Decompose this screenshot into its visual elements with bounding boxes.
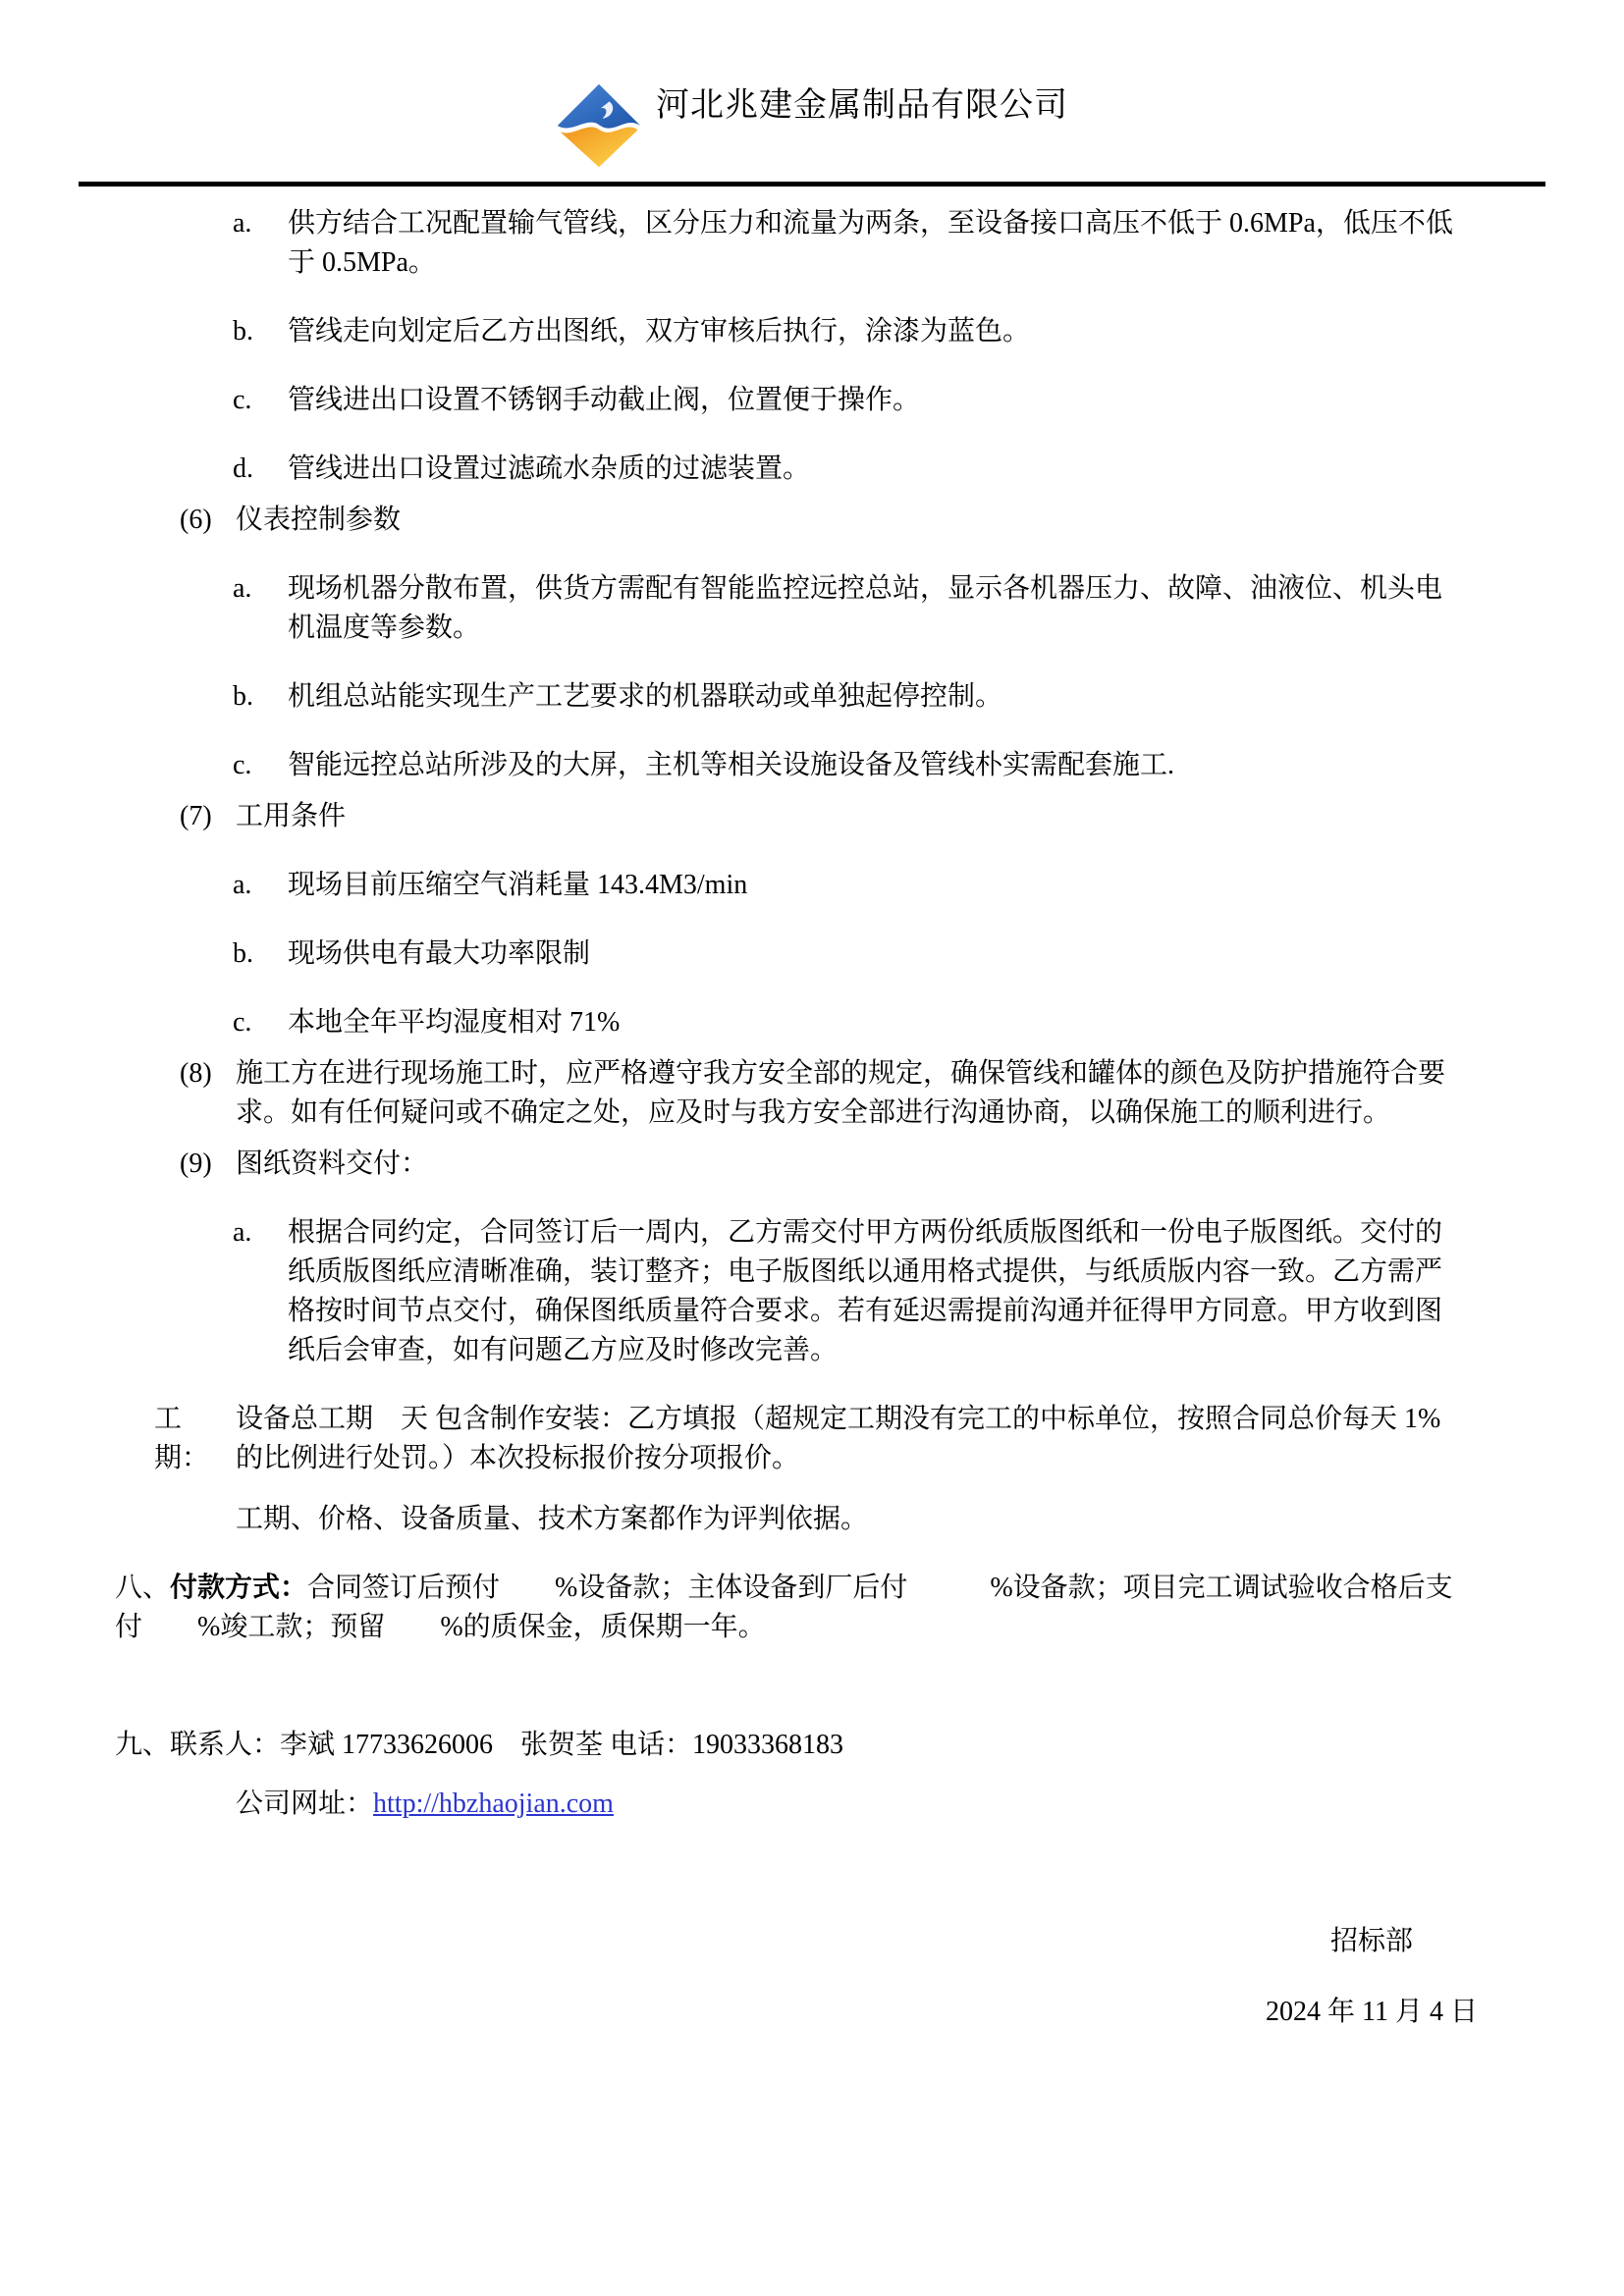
text-line: 管线走向划定后乙方出图纸，双方审核后执行，涂漆为蓝色。 xyxy=(288,316,1031,347)
list-marker: d. xyxy=(233,454,253,484)
list-marker: b. xyxy=(233,938,253,969)
list-text xyxy=(288,1213,1517,1370)
list-marker: a. xyxy=(233,1217,252,1248)
list-item-7b xyxy=(115,934,1517,974)
duration-label: 工期： xyxy=(154,1404,210,1473)
document-header xyxy=(79,0,1545,187)
text-line: 根据合同约定，合同签订后一周内，乙方需交付甲方两份纸质版图纸和一份电子版图纸。交付的 xyxy=(288,1217,1443,1248)
text-line: 现场供电有最大功率限制 xyxy=(288,938,591,969)
text-line xyxy=(115,1569,1517,1608)
list-marker: b. xyxy=(233,681,253,712)
list-item-a xyxy=(115,204,1517,283)
list-text xyxy=(288,934,1517,974)
text-line: 求。如有任何疑问或不确定之处，应及时与我方安全部进行沟通协商，以确保施工的顺利进行。 xyxy=(236,1097,1391,1128)
document-date: 2024 年 11 月 4 日 xyxy=(1266,1997,1478,2027)
company-name: 河北兆建金属制品有限公司 xyxy=(656,86,1068,124)
section-number: (8) xyxy=(180,1058,212,1089)
company-website-link[interactable]: http://hbzhaojian.com xyxy=(373,1789,614,1819)
section-title: 图纸资料交付： xyxy=(236,1148,429,1179)
text-line: 格按时间节点交付，确保图纸质量符合要求。若有延迟需提前沟通并征得甲方同意。甲方收到图 xyxy=(288,1296,1443,1326)
list-text xyxy=(288,204,1517,283)
text-line: 供方结合工况配置输气管线，区分压力和流量为两条，至设备接口高压不低于 0.6MPa，低压不低 xyxy=(288,208,1453,239)
list-item-6a xyxy=(115,569,1517,648)
company-logo-icon xyxy=(556,82,642,169)
list-marker: b. xyxy=(233,316,253,347)
text-line: 于 0.5MPa。 xyxy=(288,247,436,278)
contacts-line: 九、联系人：李斌 17733626006 张贺荃 电话：19033368183 xyxy=(115,1730,844,1760)
text-line: 管线进出口设置过滤疏水杂质的过滤装置。 xyxy=(288,454,811,484)
payment-label: 付款方式： xyxy=(170,1573,308,1603)
section-number: (7) xyxy=(180,801,212,831)
website-label: 公司网址： xyxy=(236,1789,374,1819)
text-line: 纸质版图纸应清晰准确，装订整齐；电子版图纸以通用格式提供，与纸质版内容一致。乙方需严 xyxy=(288,1256,1443,1287)
signature-block xyxy=(1210,1922,1534,2032)
section-title: 仪表控制参数 xyxy=(236,505,402,535)
list-item-c xyxy=(115,381,1517,420)
list-marker: a. xyxy=(233,208,252,239)
list-item-b xyxy=(115,312,1517,351)
department-name: 招标部 xyxy=(1329,1926,1413,1956)
list-text xyxy=(288,381,1517,420)
list-text xyxy=(288,866,1517,905)
payment-paragraph xyxy=(115,1569,1517,1647)
text-line: 现场目前压缩空气消耗量 143.4M3/min xyxy=(288,870,748,900)
list-item-6b xyxy=(115,677,1517,717)
section-number: 八、 xyxy=(115,1573,171,1603)
text-line: 智能远控总站所涉及的大屏，主机等相关设施设备及管线朴实需配套施工. xyxy=(288,750,1175,780)
section-6-heading xyxy=(115,501,1517,540)
text-line: 付 %竣工款；预留 %的质保金，质保期一年。 xyxy=(115,1612,766,1642)
list-marker: a. xyxy=(233,870,252,900)
payment-text: 合同签订后预付 %设备款；主体设备到厂后付 %设备款；项目完工调试验收合格后支 xyxy=(307,1573,1453,1603)
list-text xyxy=(288,569,1517,648)
text-line: 机温度等参数。 xyxy=(288,613,481,643)
text-line: 设备总工期 天 包含制作安装：乙方填报（超规定工期没有完工的中标单位，按照合同总价每天 1% xyxy=(236,1404,1441,1434)
section-text xyxy=(236,1054,1517,1133)
list-text xyxy=(288,1003,1517,1042)
duration-paragraph xyxy=(115,1400,1517,1478)
text-line: 机组总站能实现生产工艺要求的机器联动或单独起停控制。 xyxy=(288,681,1003,712)
list-text xyxy=(288,312,1517,351)
text-line: 的比例进行处罚。）本次投标报价按分项报价。 xyxy=(236,1443,800,1473)
criteria-line: 工期、价格、设备质量、技术方案都作为评判依据。 xyxy=(236,1504,869,1534)
section-8-paragraph xyxy=(115,1054,1517,1133)
text-line: 纸后会审查，如有问题乙方应及时修改完善。 xyxy=(288,1335,839,1365)
list-item-9a xyxy=(115,1213,1517,1370)
list-item-d xyxy=(115,450,1517,489)
list-text xyxy=(288,450,1517,489)
text-line: 现场机器分散布置，供货方需配有智能监控远控总站，显示各机器压力、故障、油液位、机头电 xyxy=(288,573,1443,604)
list-item-7c xyxy=(115,1003,1517,1042)
section-number: (9) xyxy=(180,1148,212,1179)
section-7-heading xyxy=(115,797,1517,836)
text-line: 管线进出口设置不锈钢手动截止阀，位置便于操作。 xyxy=(288,385,921,415)
section-9-heading xyxy=(115,1145,1517,1184)
text-line: 本地全年平均湿度相对 71% xyxy=(288,1007,621,1038)
section-number: (6) xyxy=(180,505,212,535)
list-marker: c. xyxy=(233,1007,252,1038)
list-item-7a xyxy=(115,866,1517,905)
document-body xyxy=(0,187,1624,2032)
text-line: 施工方在进行现场施工时，应严格遵守我方安全部的规定，确保管线和罐体的颜色及防护措施符合要 xyxy=(236,1058,1446,1089)
section-title: 工用条件 xyxy=(236,801,347,831)
list-text xyxy=(288,677,1517,717)
website-line xyxy=(115,1785,1517,1824)
list-marker: c. xyxy=(233,750,252,780)
list-marker: a. xyxy=(233,573,252,604)
list-text xyxy=(288,746,1517,785)
duration-text xyxy=(236,1400,1517,1478)
list-marker: c. xyxy=(233,385,252,415)
list-item-6c xyxy=(115,746,1517,785)
